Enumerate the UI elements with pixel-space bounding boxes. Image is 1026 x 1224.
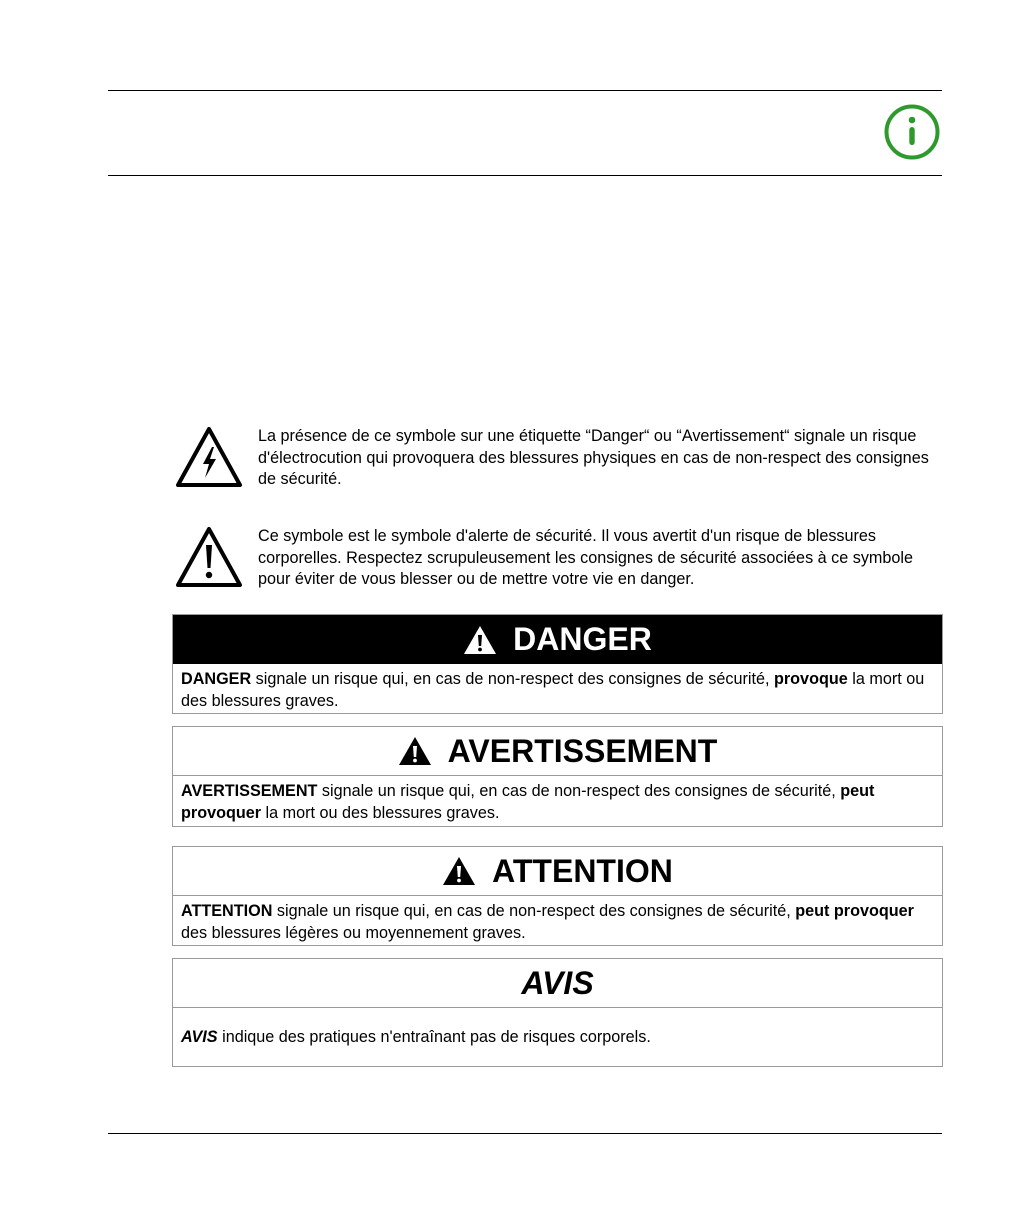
warning-title: AVERTISSEMENT	[447, 732, 718, 769]
caution-text-1: signale un risque qui, en cas de non-respect des consignes de sécurité,	[272, 902, 796, 920]
warning-triangle-icon	[442, 856, 476, 886]
warning-description	[173, 776, 942, 824]
info-icon	[884, 104, 940, 160]
notice-title: AVIS	[521, 964, 594, 1001]
header-top-rule	[108, 90, 942, 91]
notice-message-box	[172, 958, 943, 1067]
warning-emphasis: peut provoquer	[181, 782, 875, 822]
warning-text-2: la mort ou des blessures graves.	[261, 804, 500, 822]
caution-emphasis: peut provoquer	[795, 902, 914, 920]
warning-keyword: AVERTISSEMENT	[181, 782, 318, 800]
caution-title: ATTENTION	[492, 852, 673, 889]
electric-shock-warning-icon	[175, 426, 243, 488]
danger-text-2: la mort ou des blessures graves.	[181, 670, 925, 710]
caution-description	[173, 896, 942, 944]
caution-keyword: ATTENTION	[181, 902, 273, 920]
danger-emphasis: provoque	[773, 670, 848, 688]
danger-header	[173, 615, 942, 664]
danger-description	[173, 664, 942, 712]
warning-triangle-icon	[398, 736, 432, 766]
danger-text-1: signale un risque qui, en cas de non-respect des consignes de sécurité,	[251, 670, 774, 688]
notice-description	[173, 1008, 942, 1048]
caution-header	[173, 847, 942, 896]
danger-title: DANGER	[513, 621, 652, 657]
warning-triangle-icon	[463, 625, 497, 655]
safety-alert-icon	[175, 526, 243, 588]
notice-keyword: AVIS	[181, 1028, 218, 1046]
footer-rule	[108, 1133, 942, 1134]
warning-text-1: signale un risque qui, en cas de non-respect des consignes de sécurité,	[317, 782, 841, 800]
notice-header	[173, 959, 942, 1008]
electric-shock-symbol-description: La présence de ce symbole sur une étiquette “Danger“ ou “Avertissement“ signale un risque d'électrocution qui provoquera des blessures physiques en cas de non-respect des consignes de sécurité.	[258, 427, 929, 488]
warning-message-box	[172, 726, 943, 827]
header-bottom-rule	[108, 175, 942, 176]
safety-alert-symbol-description: Ce symbole est le symbole d'alerte de sécurité. Il vous avertit d'un risque de blessures corporelles. Respectez scrupuleusement les consignes de sécurité associées à ce symbole pour éviter de vous blesser ou de mettre votre vie en danger.	[258, 527, 914, 588]
warning-header	[173, 727, 942, 776]
danger-message-box	[172, 614, 943, 714]
caution-text-2: des blessures légères ou moyennement graves.	[181, 924, 526, 942]
danger-keyword: DANGER	[181, 670, 252, 688]
notice-text-1: indique des pratiques n'entraînant pas de risques corporels.	[217, 1028, 651, 1046]
caution-message-box	[172, 846, 943, 946]
